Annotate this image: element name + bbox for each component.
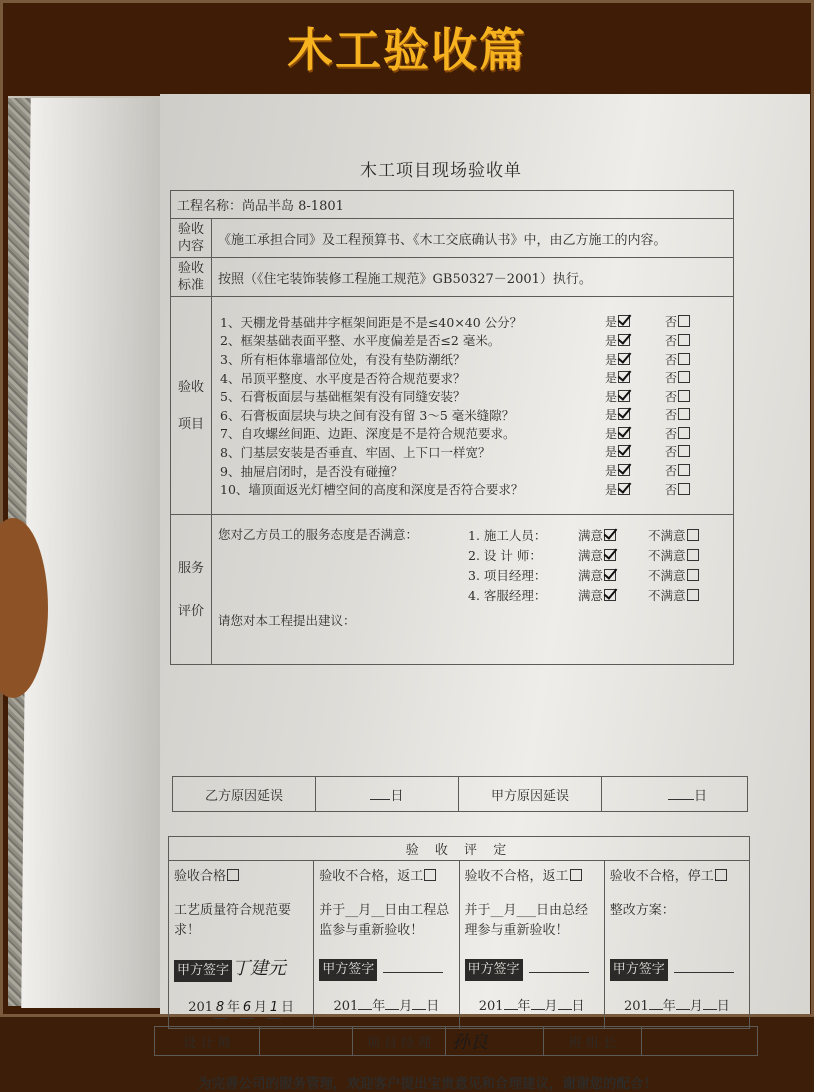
unsatisfied-option[interactable] — [648, 546, 699, 564]
items-label — [171, 297, 212, 515]
no-label: 否 — [665, 389, 678, 404]
day-unit: 日 — [571, 999, 585, 1014]
no-checkbox[interactable] — [678, 315, 690, 327]
date-prefix: 201 — [623, 999, 649, 1014]
checklist-question: 10、墙顶面返光灯槽空间的高度和深度是否符合要求？ — [220, 482, 524, 498]
service-rating-row — [468, 525, 699, 545]
satisfied-label: 满意 — [578, 588, 604, 603]
evaluation-option — [604, 861, 749, 1029]
satisfied-checkbox[interactable] — [604, 569, 616, 581]
service-evaluation — [212, 515, 734, 665]
evaluation-option — [459, 861, 604, 1029]
no-option[interactable] — [665, 369, 725, 386]
checklist-item — [220, 387, 725, 406]
no-label: 否 — [665, 352, 678, 367]
date-day[interactable]: 1 — [267, 998, 281, 1019]
date-day[interactable] — [412, 1009, 426, 1010]
evaluation-option-body: 整改方案： — [609, 903, 675, 918]
date-year[interactable]: 8 — [213, 998, 227, 1019]
evaluation-option-label: 验收合格 — [174, 869, 227, 884]
yes-label: 是 — [605, 315, 618, 330]
suggestion-label: 请您对本工程提出建议： — [218, 613, 356, 628]
satisfied-option[interactable] — [578, 586, 648, 604]
no-checkbox[interactable] — [678, 390, 690, 402]
unsatisfied-label: 不满意 — [648, 588, 686, 603]
yes-checkbox[interactable] — [618, 464, 630, 476]
yes-option[interactable] — [605, 406, 665, 423]
evaluation-option-head — [610, 867, 744, 887]
no-label: 否 — [665, 333, 678, 348]
unsatisfied-checkbox[interactable] — [687, 529, 699, 541]
standard-value: 按照（《住宅装饰装修工程施工规范》GB50327－2001）执行。 — [212, 258, 734, 297]
checklist-question: 9、抽屉启闭时，是否没有碰撞？ — [220, 463, 403, 479]
checklist-question: 8、门基层安装是否垂直、牢固、上下口一样宽？ — [220, 444, 491, 460]
satisfied-option[interactable] — [578, 546, 648, 564]
service-label-line2: 评价 — [177, 603, 204, 619]
service-role: 3. 项目经理： — [468, 568, 547, 583]
date-prefix: 201 — [333, 999, 359, 1014]
no-label: 否 — [665, 426, 678, 441]
date-month[interactable] — [531, 1009, 545, 1010]
party-b-delay-field[interactable] — [316, 777, 459, 812]
satisfied-label: 满意 — [578, 548, 604, 563]
no-label: 否 — [665, 445, 678, 460]
checklist-question: 3、所有柜体靠墙部位处，有没有垫防潮纸？ — [220, 352, 466, 368]
no-option[interactable] — [665, 425, 725, 442]
checklist-question: 1、天棚龙骨基础井字框架间距是不是≤40×40 公分？ — [220, 314, 523, 330]
month-unit: 月 — [544, 999, 558, 1014]
checklist-item — [220, 480, 725, 499]
checklist-item — [220, 368, 725, 387]
roles-table — [154, 1026, 758, 1056]
unsatisfied-checkbox[interactable] — [687, 569, 699, 581]
yes-option[interactable] — [605, 425, 665, 442]
unsatisfied-label: 不满意 — [648, 548, 686, 563]
no-option[interactable] — [665, 332, 725, 349]
no-option[interactable] — [665, 388, 725, 405]
signature-field[interactable] — [529, 972, 589, 973]
checklist-item — [220, 443, 725, 462]
no-checkbox[interactable] — [678, 427, 690, 439]
checklist-question: 2、框架基础表面平整、水平度偏差是否≤2 毫米。 — [220, 333, 501, 349]
yes-option[interactable] — [605, 332, 665, 349]
no-checkbox[interactable] — [678, 445, 690, 457]
yes-checkbox[interactable] — [618, 371, 630, 383]
signature-field[interactable] — [383, 972, 443, 973]
evaluation-title: 验 收 评 定 — [169, 837, 750, 861]
yes-checkbox[interactable] — [618, 390, 630, 402]
party-a-signature-label: 甲方签字 — [174, 960, 232, 982]
service-label — [171, 515, 212, 665]
items-label-line2: 项目 — [177, 416, 204, 432]
evaluation-date[interactable] — [465, 997, 599, 1017]
party-a-signature-label: 甲方签字 — [319, 959, 377, 981]
yes-checkbox[interactable] — [618, 353, 630, 365]
unsatisfied-checkbox[interactable] — [687, 589, 699, 601]
date-prefix: 201 — [478, 999, 504, 1014]
service-question: 您对乙方员工的服务态度是否满意： — [218, 527, 419, 542]
checklist-question: 6、石膏板面层块与块之间有没有留 3～5 毫米缝隙？ — [220, 407, 515, 423]
month-unit: 月 — [689, 999, 703, 1014]
service-rating-row — [468, 585, 699, 605]
evaluation-checkbox[interactable] — [424, 869, 436, 881]
party-a-signature-label: 甲方签字 — [465, 959, 523, 981]
yes-label: 是 — [605, 333, 618, 348]
unsatisfied-option[interactable] — [648, 586, 699, 604]
date-month[interactable] — [676, 1009, 690, 1010]
banner — [3, 3, 811, 91]
pm-label: 项 目 经 理 — [353, 1027, 446, 1056]
no-checkbox[interactable] — [678, 371, 690, 383]
yes-checkbox[interactable] — [618, 445, 630, 457]
evaluation-option — [314, 861, 459, 1029]
service-role: 1. 施工人员： — [468, 528, 547, 543]
evaluation-option-head — [174, 867, 308, 887]
signature[interactable]: 丁建元 — [232, 958, 287, 979]
yes-label: 是 — [605, 371, 618, 386]
yes-label: 是 — [605, 408, 618, 423]
satisfied-option[interactable] — [578, 526, 648, 544]
year-unit: 年 — [517, 999, 531, 1014]
no-label: 否 — [665, 482, 678, 497]
party-a-signature-label: 甲方签字 — [610, 959, 668, 981]
no-option[interactable] — [665, 351, 725, 368]
designer-label: 设 计 师 — [155, 1027, 260, 1056]
project-name-label: 工程名称： — [177, 199, 243, 214]
unsatisfied-option[interactable] — [648, 566, 699, 584]
no-option[interactable] — [665, 481, 725, 498]
form-header-table — [170, 190, 734, 665]
footer-note: 为完善公司的服务管理，欢迎客户提出宝贵意见和合理建议，谢谢您的配合！ — [198, 1076, 657, 1092]
yes-label: 是 — [605, 464, 618, 479]
checklist-item — [220, 424, 725, 443]
evaluation-checkbox[interactable] — [227, 869, 239, 881]
date-year[interactable] — [504, 1009, 518, 1010]
yes-checkbox[interactable] — [618, 427, 630, 439]
date-year[interactable] — [358, 1009, 372, 1010]
signature-field[interactable] — [674, 972, 734, 973]
project-name-value: 尚品半岛 8-1801 — [242, 199, 344, 214]
checklist-question: 4、吊顶平整度、水平度是否符合规范要求？ — [220, 370, 466, 386]
no-option[interactable] — [665, 406, 725, 423]
project-name-row — [171, 191, 734, 219]
yes-checkbox[interactable] — [618, 483, 630, 495]
yes-option[interactable] — [605, 481, 665, 498]
satisfied-checkbox[interactable] — [604, 529, 616, 541]
service-rating-row — [468, 545, 699, 565]
day-unit: 日 — [426, 999, 440, 1014]
evaluation-checkbox[interactable] — [715, 869, 727, 881]
yes-option[interactable] — [605, 388, 665, 405]
party-a-delay-unit: 日 — [693, 788, 707, 804]
yes-label: 是 — [605, 426, 618, 441]
evaluation-option-head — [319, 867, 453, 887]
year-unit: 年 — [227, 1000, 241, 1015]
service-role: 4. 客服经理： — [468, 588, 547, 603]
unsatisfied-label: 不满意 — [648, 568, 686, 583]
day-unit: 日 — [716, 999, 730, 1014]
yes-option[interactable] — [605, 351, 665, 368]
party-b-delay-unit: 日 — [390, 788, 404, 804]
yes-label: 是 — [605, 482, 618, 497]
yes-label: 是 — [605, 352, 618, 367]
no-label: 否 — [665, 464, 678, 479]
previous-page — [21, 98, 181, 1008]
date-day[interactable] — [558, 1009, 572, 1010]
evaluation-date[interactable] — [319, 997, 453, 1017]
evaluation-option-label: 验收不合格，返工 — [319, 869, 424, 884]
evaluation-option-label: 验收不合格，停工 — [609, 869, 714, 884]
no-option[interactable] — [665, 462, 725, 479]
service-role: 2. 设 计 师： — [468, 548, 542, 563]
yes-checkbox[interactable] — [618, 334, 630, 346]
no-label: 否 — [665, 315, 678, 330]
day-unit: 日 — [281, 1000, 295, 1015]
checklist-item — [220, 331, 725, 350]
date-month[interactable]: 6 — [240, 998, 254, 1019]
party-a-delay-field[interactable] — [602, 777, 748, 812]
unsatisfied-checkbox[interactable] — [687, 549, 699, 561]
service-rating-row — [468, 565, 699, 585]
checklist-item — [220, 461, 725, 480]
yes-option[interactable] — [605, 313, 665, 330]
checklist-item — [220, 350, 725, 369]
satisfied-label: 满意 — [578, 528, 604, 543]
date-month[interactable] — [385, 1009, 399, 1010]
form-title: 木工项目现场验收单 — [360, 161, 522, 181]
document-photo — [8, 96, 806, 1092]
no-option[interactable] — [665, 443, 725, 460]
date-year[interactable] — [649, 1009, 663, 1010]
banner-title: 木工验收篇 — [287, 23, 527, 77]
no-checkbox[interactable] — [678, 408, 690, 420]
satisfied-option[interactable] — [578, 566, 648, 584]
acceptance-form-page — [160, 94, 810, 1092]
checklist-question: 7、自攻螺丝间距、边距、深度是不是符合规范要求。 — [220, 426, 516, 442]
yes-checkbox[interactable] — [618, 315, 630, 327]
no-checkbox[interactable] — [678, 334, 690, 346]
evaluation-option-body: 工艺质量符合规范要求！ — [174, 903, 292, 938]
service-label-line1: 服务 — [177, 560, 204, 576]
no-option[interactable] — [665, 313, 725, 330]
yes-label: 是 — [605, 389, 618, 404]
year-unit: 年 — [372, 999, 386, 1014]
evaluation-option-head — [465, 867, 599, 887]
yes-option[interactable] — [605, 443, 665, 460]
month-unit: 月 — [254, 1000, 268, 1015]
evaluation-option — [169, 861, 314, 1029]
yes-checkbox[interactable] — [618, 408, 630, 420]
unsatisfied-option[interactable] — [648, 526, 699, 544]
evaluation-date[interactable] — [174, 998, 308, 1019]
date-prefix: 201 — [188, 1000, 214, 1015]
standard-label: 验收标准 — [171, 258, 212, 297]
party-a-delay-label: 甲方原因延误 — [459, 777, 602, 812]
date-day[interactable] — [703, 1009, 717, 1010]
evaluation-option-label: 验收不合格，返工 — [464, 869, 569, 884]
no-label: 否 — [665, 408, 678, 423]
content-label: 验收内容 — [171, 219, 212, 258]
designer-field[interactable] — [260, 1027, 353, 1056]
items-label-line1: 验收 — [177, 379, 204, 395]
content-value: 《施工承担合同》及工程预算书、《木工交底确认书》中，由乙方施工的内容。 — [212, 219, 734, 258]
items-list — [212, 297, 734, 515]
no-label: 否 — [665, 371, 678, 386]
yes-option[interactable] — [605, 462, 665, 479]
evaluation-date[interactable] — [610, 997, 744, 1017]
checklist-item — [220, 313, 725, 332]
party-b-delay-label: 乙方原因延误 — [173, 777, 316, 812]
yes-option[interactable] — [605, 369, 665, 386]
checklist-item — [220, 406, 725, 425]
evaluation-option-body: 并于__月___日由总经理参与重新验收！ — [464, 903, 589, 938]
no-checkbox[interactable] — [678, 464, 690, 476]
month-unit: 月 — [399, 999, 413, 1014]
year-unit: 年 — [662, 999, 676, 1014]
satisfied-checkbox[interactable] — [604, 549, 616, 561]
foreman-field[interactable] — [642, 1027, 758, 1056]
yes-label: 是 — [605, 445, 618, 460]
evaluation-table — [168, 836, 750, 1029]
delay-table — [172, 776, 748, 812]
unsatisfied-label: 不满意 — [648, 528, 686, 543]
no-checkbox[interactable] — [678, 483, 690, 495]
evaluation-checkbox[interactable] — [570, 869, 582, 881]
satisfied-label: 满意 — [578, 568, 604, 583]
checklist-question: 5、石膏板面层与基础框架有没有同缝安装？ — [220, 389, 466, 405]
foreman-label: 班 组 长 — [544, 1027, 642, 1056]
evaluation-option-body: 并于__月__日由工程总监参与重新验收！ — [319, 903, 450, 938]
pm-signature[interactable]: 孙良 — [446, 1027, 544, 1056]
no-checkbox[interactable] — [678, 353, 690, 365]
satisfied-checkbox[interactable] — [604, 589, 616, 601]
